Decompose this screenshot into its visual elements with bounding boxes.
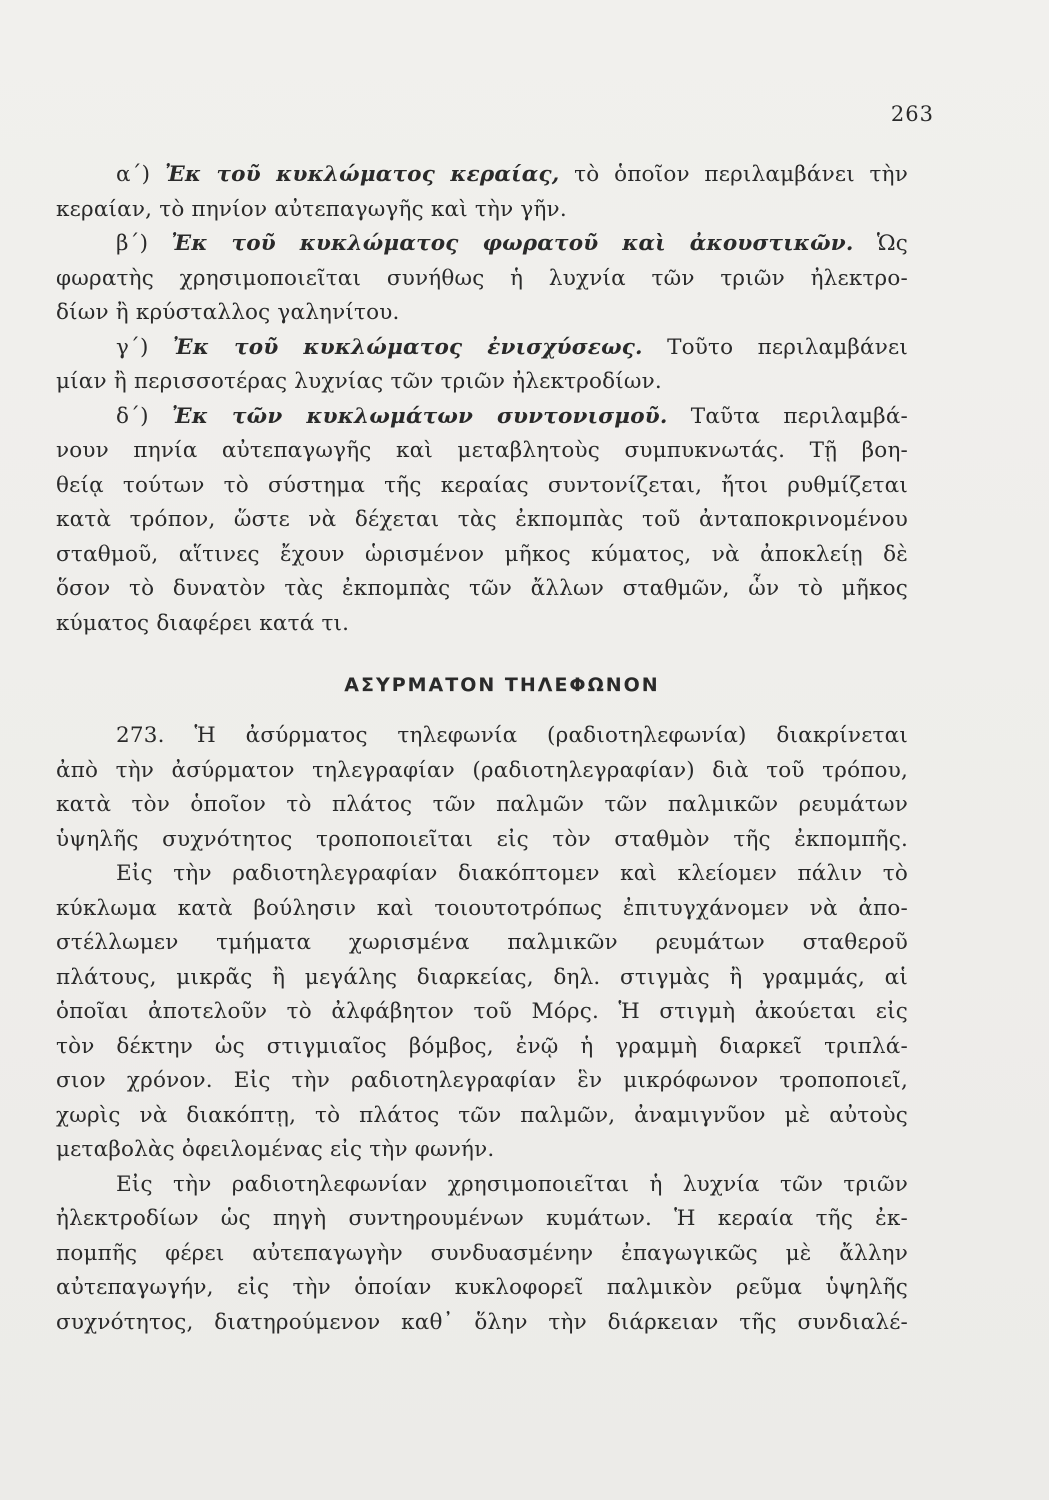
body-text <box>56 158 908 1340</box>
text-line: 273. Ἡ ἀσύρματος τηλεφωνία (ραδιοτηλεφωνία) διακρίνεται <box>116 723 908 748</box>
text-line: γ΄) Ἐκ τοῦ κυκλώματος ἐνισχύσεως. Τοῦτο περιλαμβάνει <box>116 334 909 360</box>
text-line: κατὰ τὸν ὁποῖον τὸ πλάτος τῶν παλμῶν τῶν παλμικῶν ρευμάτων <box>56 792 908 817</box>
text-line: ἠλεκτροδίων ὡς πηγὴ συντηρουμένων κυμάτων. Ἡ κεραία τῆς ἐκ- <box>56 1206 908 1231</box>
text-line: μεταβολὰς ὀφειλομένας εἰς τὴν φωνήν. <box>56 1137 495 1162</box>
text-line: φωρατὴς χρησιμοποιεῖται συνήθως ἡ λυχνία τῶν τριῶν ἠλεκτρο- <box>56 265 908 291</box>
text-line: ὁποῖαι ἀποτελοῦν τὸ ἀλφάβητον τοῦ Μόρς. Ἡ στιγμὴ ἀκούεται εἰς <box>56 999 908 1024</box>
text-line: Εἰς τὴν ραδιοτηλεφωνίαν χρησιμοποιεῖται ἡ λυχνία τῶν τριῶν <box>116 1171 908 1197</box>
text-line: δίων ἢ κρύσταλλος γαληνίτου. <box>56 300 400 325</box>
text-line: ἀπὸ τὴν ἀσύρματον τηλεγραφίαν (ραδιοτηλεγραφίαν) διὰ τοῦ τρόπου, <box>56 757 908 783</box>
text-line: σιον χρόνον. Εἰς τὴν ραδιοτηλεγραφίαν ἓν μικρόφωνον τροποποιεῖ, <box>56 1068 908 1093</box>
text-line: πομπῆς φέρει αὐτεπαγωγὴν συνδυασμένην ἐπαγωγικῶς μὲ ἄλλην <box>56 1240 908 1266</box>
text-line: συχνότητος, διατηρούμενον καθ᾿ ὅλην τὴν διάρκειαν τῆς συνδιαλέ- <box>56 1309 908 1335</box>
text-line: ὑψηλῆς συχνότητος τροποποιεῖται εἰς τὸν σταθμὸν τῆς ἐκπομπῆς. <box>56 826 908 852</box>
text-line: στέλλωμεν τμήματα χωρισμένα παλμικῶν ρευμάτων σταθεροῦ <box>56 930 908 955</box>
page-number: 263 <box>890 102 934 126</box>
text-line: κατὰ τρόπον, ὥστε νὰ δέχεται τὰς ἐκπομπὰς τοῦ ἀνταποκρινομένου <box>56 507 908 532</box>
text-line: μίαν ἢ περισσοτέρας λυχνίας τῶν τριῶν ἠλεκτροδίων. <box>56 369 662 394</box>
text-line: κεραίαν, τὸ πηνίον αὐτεπαγωγῆς καὶ τὴν γῆν. <box>56 196 567 222</box>
text-line: χωρὶς νὰ διακόπτῃ, τὸ πλάτος τῶν παλμῶν, ἀναμιγνῦον μὲ αὐτοὺς <box>56 1102 908 1128</box>
text-line: σταθμοῦ, αἵτινες ἔχουν ὡρισμένον μῆκος κύματος, νὰ ἀποκλείῃ δὲ <box>56 541 908 567</box>
text-line: αὐτεπαγωγήν, εἰς τὴν ὁποίαν κυκλοφορεῖ παλμικὸν ρεῦμα ὑψηλῆς <box>56 1275 908 1300</box>
text-line: τὸν δέκτην ὡς στιγμιαῖος βόμβος, ἐνῷ ἡ γραμμὴ διαρκεῖ τριπλά- <box>56 1033 908 1059</box>
text-line: Εἰς τὴν ραδιοτηλεγραφίαν διακόπτομεν καὶ κλείομεν πάλιν τὸ <box>116 861 908 886</box>
text-line: νουν πηνία αὐτεπαγωγῆς καὶ μεταβλητοὺς συμπυκνωτάς. Τῇ βοη- <box>56 438 908 463</box>
text-line: δ΄) Ἐκ τῶν κυκλωμάτων συντονισμοῦ. Ταῦτα περιλαμβά- <box>116 403 908 429</box>
text-line: α΄) Ἐκ τοῦ κυκλώματος κεραίας, τὸ ὁποῖον περιλαμβάνει τὴν <box>116 162 908 187</box>
text-line: θείᾳ τούτων τὸ σύστημα τῆς κεραίας συντονίζεται, ἤτοι ρυθμίζεται <box>56 472 908 498</box>
section-heading: ΑΣΥΡΜΑΤΟΝ ΤΗΛΕΦΩΝΟΝ <box>344 674 660 696</box>
text-line: ὅσον τὸ δυνατὸν τὰς ἐκπομπὰς τῶν ἄλλων σταθμῶν, ὧν τὸ μῆκος <box>56 576 908 601</box>
text-line: πλάτους, μικρᾶς ἢ μεγάλης διαρκείας, δηλ. στιγμὰς ἢ γραμμάς, αἱ <box>56 964 908 990</box>
text-line: κύματος διαφέρει κατά τι. <box>56 610 350 636</box>
text-line: κύκλωμα κατὰ βούλησιν καὶ τοιουτοτρόπως ἐπιτυγχάνομεν νὰ ἀπο- <box>56 895 908 921</box>
text-line: β΄) Ἐκ τοῦ κυκλώματος φωρατοῦ καὶ ἀκουστικῶν. Ὡς <box>116 231 908 256</box>
